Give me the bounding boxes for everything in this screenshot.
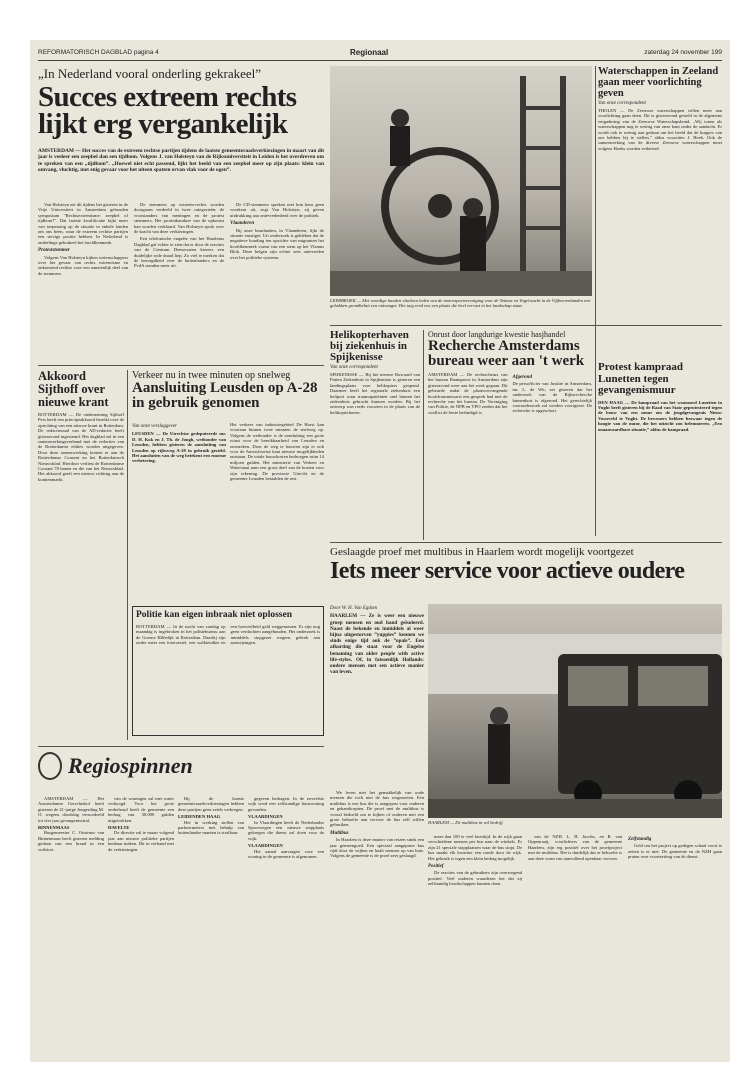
regio-c3: Bij de laatste gemeenteraadsverkiezingen hebben deze partijen geen zetels verkregen. (178, 796, 244, 812)
leusden-lead: LEUSDEN — De Utrechtse gedeputeerde mr. D. H. Kok en J. Th. de Jongh, wethouder van Leusden, hebben gisteren de aansluiting van Leusden op rijksweg A-28 in gebruik gesteld. Het aansluiten van de weg betekent een enorme verbetering. (132, 431, 226, 464)
divider (127, 370, 128, 740)
main-column-2 (134, 202, 224, 362)
main-column-3 (230, 202, 324, 362)
right-story-waterschappen (598, 66, 722, 356)
heli-text: SPIJKENISSE — Bij het nieuwe Ruwaard van Putten Ziekenhuis in Spijkenisse is gisteren een landingsplaats voor helikopters geopend. Daarmee heeft het regionale ziekenhuis een heliport waar traumapatiënten snel binnen het ziekenhuis gebracht kunnen worden. Bij het ontwerp was reeds voorzien in de plaats van de helikopterhaven. (330, 372, 420, 415)
spider-web-icon (38, 752, 62, 780)
multibus-col4b-text: Geld om het project op gedegen schaal voort te zetten is er niet. De gemeente en de NZH gaan praten over voortzetting van de dienst. (628, 843, 722, 860)
multibus-col-1 (330, 604, 424, 784)
regio-col-1 (38, 796, 104, 1058)
regio-c4h2: VLAARDINGEN (248, 843, 283, 849)
regio-c2h: HAVELTE (108, 825, 130, 831)
leusden-col-2 (230, 422, 324, 602)
regio-c1b: Burgemeester C. Oostrum van Binnenmaas heeft gisteren melding gedaan van een brand in een vuilstort. (38, 830, 104, 852)
photo-figure (390, 126, 410, 166)
regio-c1h: BINNENMAAS (38, 825, 70, 831)
main-sub-protest: Proteststemmer (38, 248, 70, 254)
photo-bus-window (638, 666, 708, 706)
photo-figure (488, 724, 510, 784)
main-lead-box (38, 148, 324, 200)
photo-multibus-caption-box (428, 820, 722, 830)
story-protest (598, 362, 722, 537)
akkoord-headline: Akkoord Sijthoff over nieuwe krant (38, 370, 109, 409)
multibus-col2-text: We leven niet het gemakkelijk van oude mensen die toch niet de bus wegmoeten. Een multibus is een bus die is aangepast voor ouderen en gehandicapten. De proef met de multibus is vooral bedoeld om te kijken of ouderen met een grote behoefte aan vervoer de bus zelf willen gebruiken. (330, 790, 424, 828)
regio-c3b: Het in werking stellen van parkeermeters met behulp van buitenlandse munten is strafbaar. (178, 819, 244, 836)
regio-title: Regiospinnen (68, 753, 193, 778)
photo-figure-head (490, 707, 508, 725)
regio-header (38, 752, 324, 792)
leusden-col-1 (132, 422, 226, 602)
bureau-text: AMSTERDAM — De rechercheurs van het bureau Raampoort in Amsterdam zijn gisteravond weer aan het werk gegaan. Dit gebeurde nadat de plaatsvervangende hoofdcommissaris een gesprek had met de recherche van het bureau. De Vereniging van Politie, de NPB en VPO zeiden dat het conflict de beste beëindigd is. (428, 372, 508, 415)
protest-headline: Protest kampraad Lunetten tegen gevangenismuur (598, 362, 684, 396)
page-header (38, 46, 722, 61)
photo-leerbroek-caption: LEERBROEK — Met voordige handen vluchten leden van de motorsportvereniging voor de Natuur en Vogelwacht in de Vijfheerenlanden een gebakken grondbeluit een ontvanger. Het tuig reed een een plaats die heel verrast in het landschap staat. (330, 298, 591, 309)
main-col1b-text: Volgens Van Holsteyn kijken wetenschappers over het gevaar van rechts extremisme en onkonsend rechtse voor een aanzienlijk deel van de stemmers. (38, 254, 128, 276)
main-column-1 (38, 202, 128, 362)
main-kicker: „In Nederland vooral onderling gekrakeel” (38, 66, 262, 81)
politie-headline: Politie kan eigen inbraak niet oplossen (136, 610, 292, 620)
regio-col-4 (248, 796, 324, 1058)
bureau-col2 (513, 372, 593, 415)
photo-multibus-caption: HAARLEM — De multibus in vol bedrijf. (428, 820, 504, 825)
waterschappen-byline: Van onze correspondent (598, 101, 646, 106)
multibus-headline: Iets meer service voor actieve oudere (330, 558, 685, 584)
divider (330, 325, 722, 326)
story-akkoord (38, 370, 124, 740)
story-politie (132, 606, 324, 736)
photo-ladder-rung (520, 186, 566, 190)
multibus-col4-text: van de NZH. L. H. Jacobs, en R. van Oppenraaij, voorlichters van de gemeente Haarlem, zijn erg positief over het proefproject met de multibus. Het is duidelijk dat er behoefte is aan deze vorm van aanvullend openbaar vervoer. (528, 834, 622, 861)
main-col3-text: De CD-stemmers spreken met hun keus geen voorkeur uit, zegt Van Holsteyn, zij geven uitdrukking aan ontevredenheid over de politiek. (230, 202, 324, 218)
divider (38, 365, 324, 366)
akkoord-text: ROTTERDAM — De onderneming Sijthoff Pers heeft een principeakkoord bereikt over de oprichting van een nieuwe krant in Rotterdam. De redactieraad van de AD-redactie heeft gisteravond ingestemd. Het dagblad zal in een samenwerkingsverband met de redacties van de Rotterdamse edities worden uitgegeven. Door deze samenwerking komen er aan de Rotterdamse Courant en het Rotterdamsch Nieuwsblad. Hierdoor verliest de Rotterdamse Courant 78 banen en die van het Nieuwsblad. Het akkoord geeft een nieuwe richting aan de krantenmarkt. (38, 412, 124, 482)
regio-c4b: In Vlaardingen heeft de Nederlandse Spoorwegen een nieuwe stopplaats gekregen die dienst zal doen voor de wijk. (248, 819, 324, 841)
regio-c2b: De directie zal te maart volgend jaar aan nieuwe politieke partijen kenbaar maken. Dit in verband met de verkiezingen. (108, 830, 174, 852)
photo-ground (330, 271, 592, 296)
photo-ladder-rung (520, 106, 566, 110)
multibus-byline: Door W. H. Van Egdom (330, 606, 378, 611)
paper-name: REFORMATORISCH DAGBLAD pagina 4 (38, 49, 159, 56)
multibus-header (330, 546, 722, 600)
photo-figure-head (391, 109, 409, 127)
heli-headline: Helikopterhaven bij ziekenhuis in Spijkenisse (330, 330, 409, 363)
multibus-col-5 (628, 834, 722, 1058)
multibus-col-4 (528, 834, 622, 1058)
multibus-kicker: Geslaagde proef met multibus in Haarlem wordt mogelijk voortgezet (330, 546, 634, 558)
heli-byline: Van onze correspondent (330, 365, 378, 370)
photo-leerbroek-caption-box (330, 298, 592, 322)
photo-ladder-rung (520, 146, 566, 150)
waterschappen-text: THOLEN — De Zeeuwse waterschappen willen meer aan voorlichting gaan doen. Dit is gisteravond gesteld in de algemene vergadering van de Zeeuwse Waterschapsbond. „Wij tonen als waterschappen nog te weinig van onze kant onder de aandacht. Er wordt ook te weinig aan gedaan om het beeld dat de burgers van ons hebben bij te stellen,” aldus voorzitter J. Hoek. Ook de samenwerking van de diverse Zeeuwse waterschappen moet volgens Hoeks worden verbeterd. (598, 108, 722, 151)
story-bureau (428, 330, 592, 540)
regio-c4c: Het aantal aanvragen voor een woning in de gemeente is afgenomen. (248, 848, 324, 860)
leusden-byline: Van onze verslaggever (132, 424, 177, 429)
leusden-text: Het verkeer van industriegebied De Horst kan voortaan binnen twee minuten de snelweg op. Volgens de wethouder is de aansluiting een grote winst voor de bereikbaarheid van Leusden en omstreken. Door de weg te bouwen zijn er ook voor de Amersfoortse kant nieuwe mogelijkheden ontstaan. De totale bouwkosten bedroegen ruim 14 miljoen gulden. Het ministerie van Verkeer en Waterstaat nam een groot deel van de kosten voor zijn rekening. De provincie Utrecht en de gemeente Leusden betaalden de rest. (230, 422, 324, 482)
multibus-col3-text: meer dan 100 te veel bezittijd. In de wijk gaan verscheidene mensen per bus naar de winkels. Er zijn 21 speciale stopplaatsen waar de bus stopt. De bus maakt elk kwartier een ronde door de wijk. Het gebruik is tegen een klein bedrag mogelijk. (428, 834, 522, 861)
leusden-header (132, 370, 324, 410)
multibus-col-2 (330, 790, 424, 1058)
protest-text: DEN HAAG — De kampraad van het woonoord Lunetten in Vught heeft gisteren bij de Raad van State geprotesteerd tegen de bouw van een muur om de jeugdgevangenis Nieuw Vosseveld te Vught. De bewoners hebben bezwaar tegen de hoogte van de muur, die het uitzicht zou belemmeren. „Een onaanvaardbare situatie,” aldus de kampraad. (598, 399, 722, 432)
divider (330, 542, 722, 543)
multibus-sub3: Zelfstandig (628, 837, 652, 842)
photo-leerbroek (330, 66, 592, 296)
photo-ladder-rung (520, 226, 566, 230)
regio-c1: AMSTERDAM — Het Amsterdamse Gerechtshof heeft gisteren de 21-jarige Jongerding M. O. wegens doodslag veroordeeld tot vier jaar gevangenisstraf. (38, 796, 104, 823)
photo-multibus-drawing (428, 604, 722, 818)
section-title: Regionaal (350, 48, 389, 57)
multibus-col-3 (428, 834, 522, 1058)
multibus-col3b-text: De reacties van de gebruikers zijn overwegend positief. Veel ouderen waarderen het dat zij zelfstandig boodschappen kunnen doen. (428, 870, 522, 887)
main-headline: Succes extreem rechts lijkt erg vergankelijk (38, 84, 297, 140)
main-col1-text: Van Holsteyn zei dit tijdens het gisteren in de Vrije Universiteit in Amsterdam gehouden symposium "Rechtsextremisme: zeepbel of tijdbom?". Dat laatste kwalificatie kijkt meer van toepassing op de situatie in enkele landen om ons heen, waar de extreem rechtse partijen een stevige positie hebben. In Nederland is onderlinge gekrakeel het hoofdkenmerk. (38, 202, 128, 245)
multibus-sub2: Positief (428, 864, 444, 870)
bureau-headline: Recherche Amsterdams bureau weer aan 't werk (428, 338, 585, 369)
leusden-headline: Aansluiting Leusden op A-28 in gebruik genomen (132, 380, 318, 410)
main-lead: AMSTERDAM — Het succes van de extreem rechtse partijen tijdens de laatste gemeenteraadsverkiezingen in maart van dit jaar is veeleer een zeepbel dan een tijdbom. Volgens J. van Holsteyn van de Rijksuniversiteit in Leiden is het overdreven om te spreken van een „tijdbom”. „Hoewel niet echt passend, lijkt het beeld van een zeepbel meer op zijn plaats: klein van omvang, vluchtig, met enig gevaar voor het uiteen spatten ervan vlak voor de ogen”. (38, 148, 324, 174)
story-helikopter (330, 330, 420, 540)
politie-text: ROTTERDAM — In de nacht van zondag op maandag is ingebroken in het politiebureau aan de Groene Hilledijk in Rotterdam. Daarbij zijn onder meer een fototoestel, een walkietalkie en een hoeveelheid geld weggenomen. Er zijn nog geen verdachten aangehouden. Het onderzoek is inmiddels stopgezet wegens gebrek aan aanwijzingen. (136, 624, 320, 646)
bureau-sub: Afgerond (512, 375, 532, 380)
multibus-sub: Multibus (330, 830, 349, 836)
regio-col-2 (108, 796, 174, 1058)
regio-c4: gegeven bedragen. In de zoveelste wijk werd een zelfstandige huurwoning gevonden. (248, 796, 324, 812)
photo-leerbroek-drawing (330, 66, 592, 296)
bureau-kicker: Onrust door langdurige kwestie hasjhandel (428, 330, 566, 339)
main-col2-text: De stemmers op extreem-rechts worden doorgaans verdeeld in twee categorieën: de voorstanders van meningen en de protest stemmers. Het protestkarakter van de opkomst kan worden verklaard. Van Holsteyn sprak over de kracht van deze verkiezingen. (134, 202, 224, 235)
waterschappen-headline: Waterschappen in Zeeland gaan meer voorlichting geven (598, 66, 719, 99)
issue-date: zaterdag 24 november 199 (644, 49, 722, 56)
divider (423, 330, 424, 540)
photo-ground (428, 799, 722, 818)
main-headline-box (38, 84, 328, 146)
divider (595, 66, 596, 536)
bureau-columns (428, 372, 592, 415)
photo-figure (460, 216, 486, 276)
leusden-kicker: Verkeer nu in twee minuten op snelweg (132, 370, 291, 381)
regio-c2: van de woningen zal met water verhoogd. Voor het grote onderhoud heeft de gemeente een bedrag van 30.000 gulden uitgetrokken. (108, 796, 174, 823)
newspaper-page (30, 40, 730, 1062)
photo-figure-head (463, 198, 483, 218)
photo-wheel-hub (428, 194, 452, 218)
photo-multibus (428, 604, 722, 818)
main-col3b-text: Bij onze buurlanden, in Vlaanderen, lijkt de situatie ernstiger. Uit onderzoek is gebleken dat de negatieve houding ten opzichte van migranten het hoofdkenmerk vormt van een stem op het Vlaams Blok. Deze belgen zijn echter zeer ontevreden over het politieke systeem. (230, 227, 324, 260)
regio-c4h: VLAARDINGEN (248, 814, 283, 820)
divider (38, 746, 324, 747)
regio-col-3 (178, 796, 244, 1058)
regio-c3h: LEIDENDEN HAAG (178, 814, 221, 820)
multibus-col2b-text: In Haarlem is deze manier van reizen sinds een jaar gemeengoed. Een speciaal aangepaste bus rijdt door de wijken en haalt mensen op van huis. Volgens de gemeente is de proef zeer geslaagd. (330, 837, 424, 859)
photo-bus-window (568, 666, 628, 706)
bureau-text2: De persofficier van Justitie in Amsterdam, mr. L. de Wit, zei gisteren dat het onderzoek van de Rijksrecherche binnenkort is afgerond. Het gerechtelijk vooronderzoek zal worden voortgezet. De recherche is opgeschort. (512, 381, 592, 414)
main-sub-vlaanderen: Vlaanderen (230, 221, 255, 227)
regio-title-row (38, 752, 324, 780)
multibus-lead: HAARLEM — Ze is weer een nieuwe groep mensen en oud hand geïsoleerd. Naast de bekende en inmiddels al weer bijna uitgestorven ”yuppies” kennen we sinds enige tijd ook de ”opals”. Een afkorting die staat voor de Engelse benaming van older people with active life-styles. Of, in fatsoenlijk Hollands: oudere mensen met een actieve manier van leven. (330, 613, 424, 676)
main-col2b-text: Een telefonische enquête van het Haarlems Dagblad gaf echter te zien dat er door de reacties van de Centrum Democraten kiezers een duidelijke rode draad liep. Zo viel te merken dat de bezorgdheid over de buitenlanders en de PvdA standen meer uit. (134, 236, 224, 269)
